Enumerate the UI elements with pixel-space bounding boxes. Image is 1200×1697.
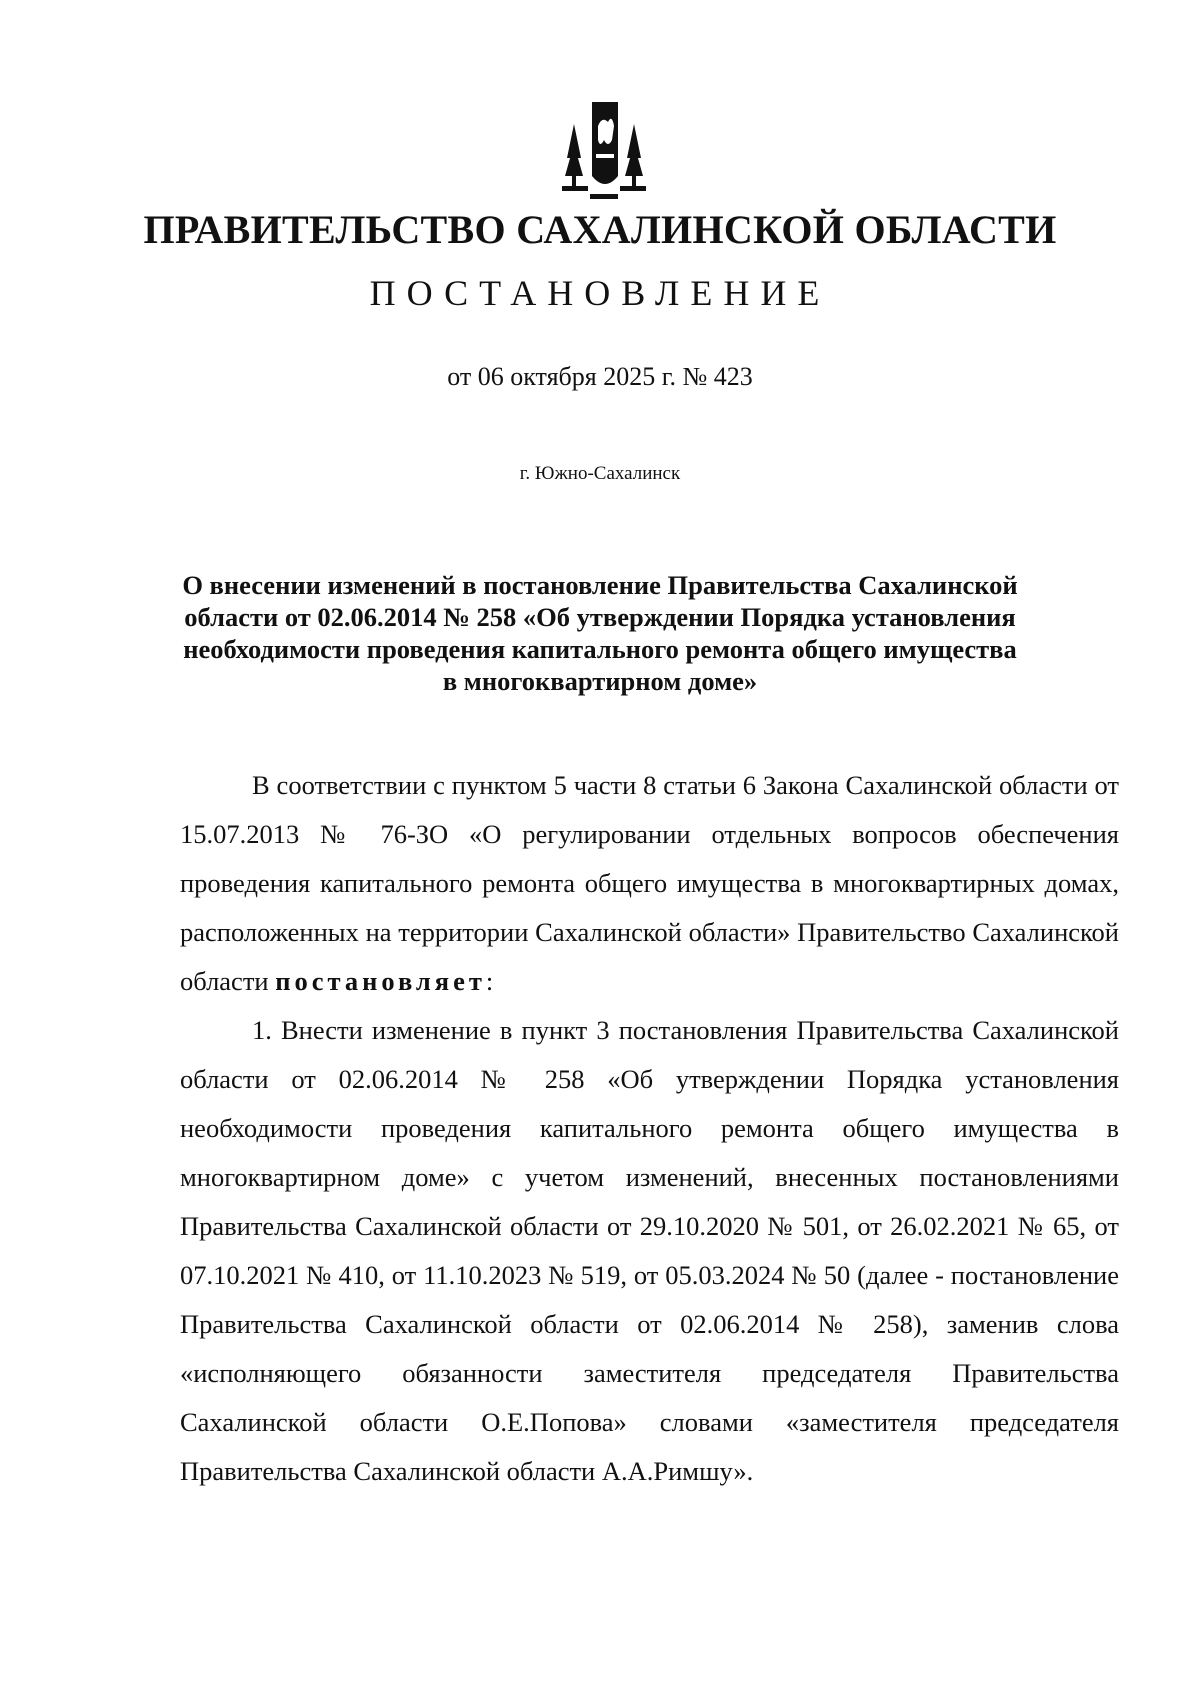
document-title-line: О внесении изменений в постановление Правительства Сахалинской	[182, 570, 1018, 600]
resolves-word: постановляет	[275, 966, 486, 996]
document-body	[180, 761, 1119, 1496]
document-title-line: необходимости проведения капитального ремонта общего имущества	[183, 634, 1017, 664]
document-title-line: области от 02.06.2014 № 258 «Об утверждении Порядка установления	[184, 602, 1016, 632]
document-city: г. Южно-Сахалинск	[519, 463, 681, 484]
document-type: ПОСТАНОВЛЕНИЕ	[369, 273, 831, 313]
sakhalin-coat-of-arms-icon	[562, 96, 646, 204]
document-title	[180, 569, 1020, 697]
document-title-line: в многоквартирном доме»	[442, 666, 758, 696]
document-date-number: от 06 октября 2025 г. № 423	[447, 362, 753, 391]
organization-heading: ПРАВИТЕЛЬСТВО САХАЛИНСКОЙ ОБЛАСТИ	[143, 207, 1057, 252]
preamble-paragraph	[180, 761, 1119, 1006]
item-1-paragraph: 1. Внести изменение в пункт 3 постановления Правительства Сахалинской области от 02.06.2014 № 258 «Об утверждении Порядка установления необходимости проведения капитального ремонта общего имущества в многоквартирном доме» с учетом изменений, внесенных постановлениями Правительства Сахалинской области от 29.10.2020 № 501, от 26.02.2021 № 65, от 07.10.2021 № 410, от 11.10.2023 № 519, от 05.03.2024 № 50 (далее - постановление Правительства Сахалинской области от 02.06.2014 № 258), заменив слова «исполняющего обязанности заместителя председателя Правительства Сахалинской области О.Е.Попова» словами «заместителя председателя Правительства Сахалинской области А.А.Римшу».	[180, 1015, 1119, 1486]
resolves-colon: :	[485, 966, 494, 996]
preamble-text: В соответствии с пунктом 5 части 8 статьи 6 Закона Сахалинской области от 15.07.2013 № 76-ЗО «О регулировании отдельных вопросов обеспечения проведения капитального ремонта общего имущества в многоквартирных домах, расположенных на территории Сахалинской области» Правительство Сахалинской области	[180, 770, 1119, 996]
